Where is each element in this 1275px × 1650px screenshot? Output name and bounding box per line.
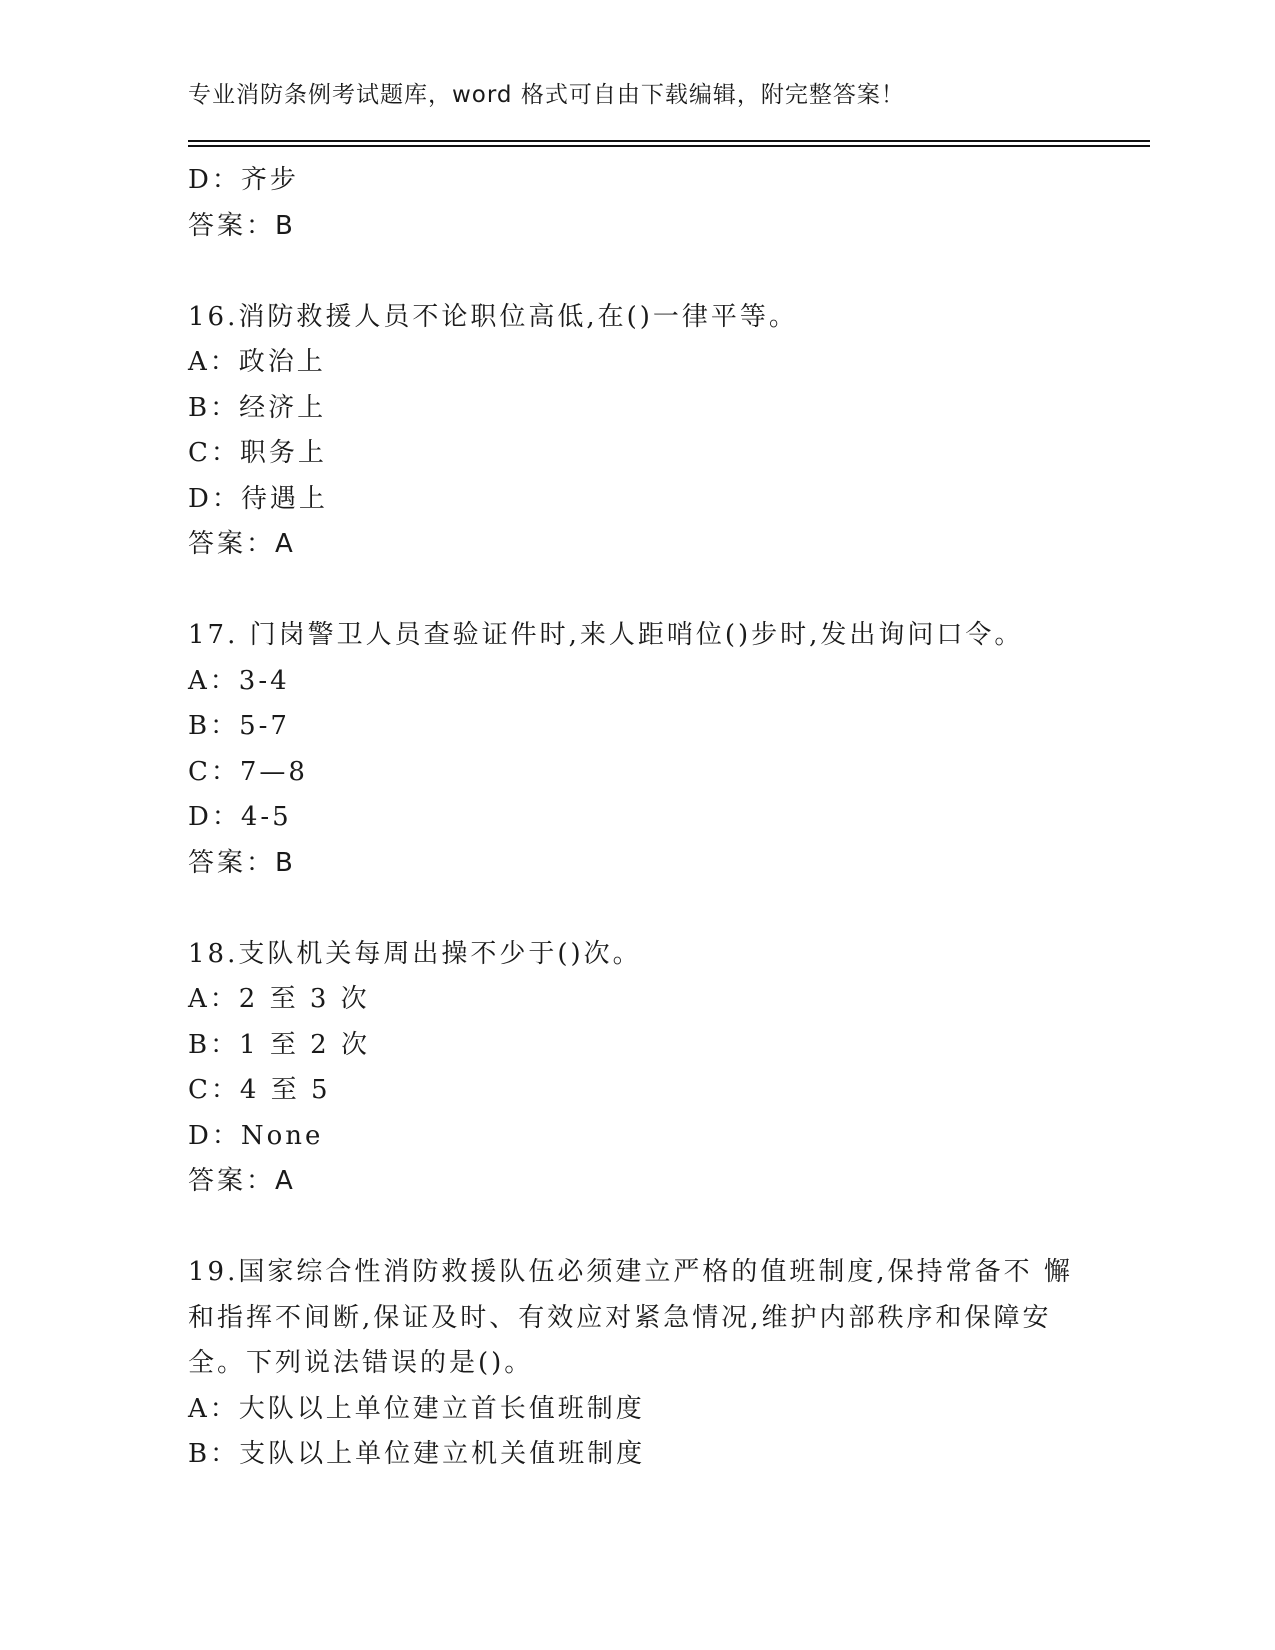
header-rule-top [188,140,1150,142]
option-b: B：5-7 [188,711,290,741]
option-a: A：大队以上单位建立首长值班制度 [188,1393,645,1424]
option-d: D：None [188,1120,324,1151]
question-16 [188,295,1088,568]
option-a: A：3-4 [188,665,290,696]
question-text-line-1: 19.国家综合性消防救援队伍必须建立严格的值班制度,保持常备不 懈 [188,1257,1073,1287]
option-b: B：经济上 [188,392,327,423]
option-b: B：支队以上单位建立机关值班制度 [188,1439,646,1469]
option-c: C：4 至 5 [188,1075,331,1105]
answer: 答案：A [188,529,296,559]
option-d-prev: D：齐步 [188,165,299,195]
option-d: D：待遇上 [188,483,328,514]
question-text-line-3: 全。下列说法错误的是()。 [188,1348,534,1378]
option-a: A：政治上 [188,347,326,377]
question-18 [188,932,1088,1205]
answer: 答案：B [188,847,296,878]
question-text-line-2: 和指挥不间断,保证及时、有效应对紧急情况,维护内部秩序和保障安 [188,1302,1052,1333]
option-a: A：2 至 3 次 [188,984,370,1014]
option-b: B：1 至 2 次 [188,1029,370,1060]
answer-prev: 答案：B [188,210,296,241]
answer: 答案：A [188,1166,296,1196]
question-17 [188,613,1088,886]
question-list [188,158,1088,1478]
option-c: C：职务上 [188,438,327,468]
question-text: 16.消防救援人员不论职位高低,在()一律平等。 [188,301,798,332]
question-text: 17. 门岗警卫人员查验证件时,来人距哨位()步时,发出询问口令。 [188,620,1024,650]
option-d: D：4-5 [188,802,292,832]
question-19 [188,1250,1088,1478]
page-header: 专业消防条例考试题库，word 格式可自由下载编辑，附完整答案！ [188,82,905,108]
question-text: 18.支队机关每周出操不少于()次。 [188,938,642,969]
option-c: C：7—8 [188,756,308,787]
header-rule-bottom [188,145,1150,147]
